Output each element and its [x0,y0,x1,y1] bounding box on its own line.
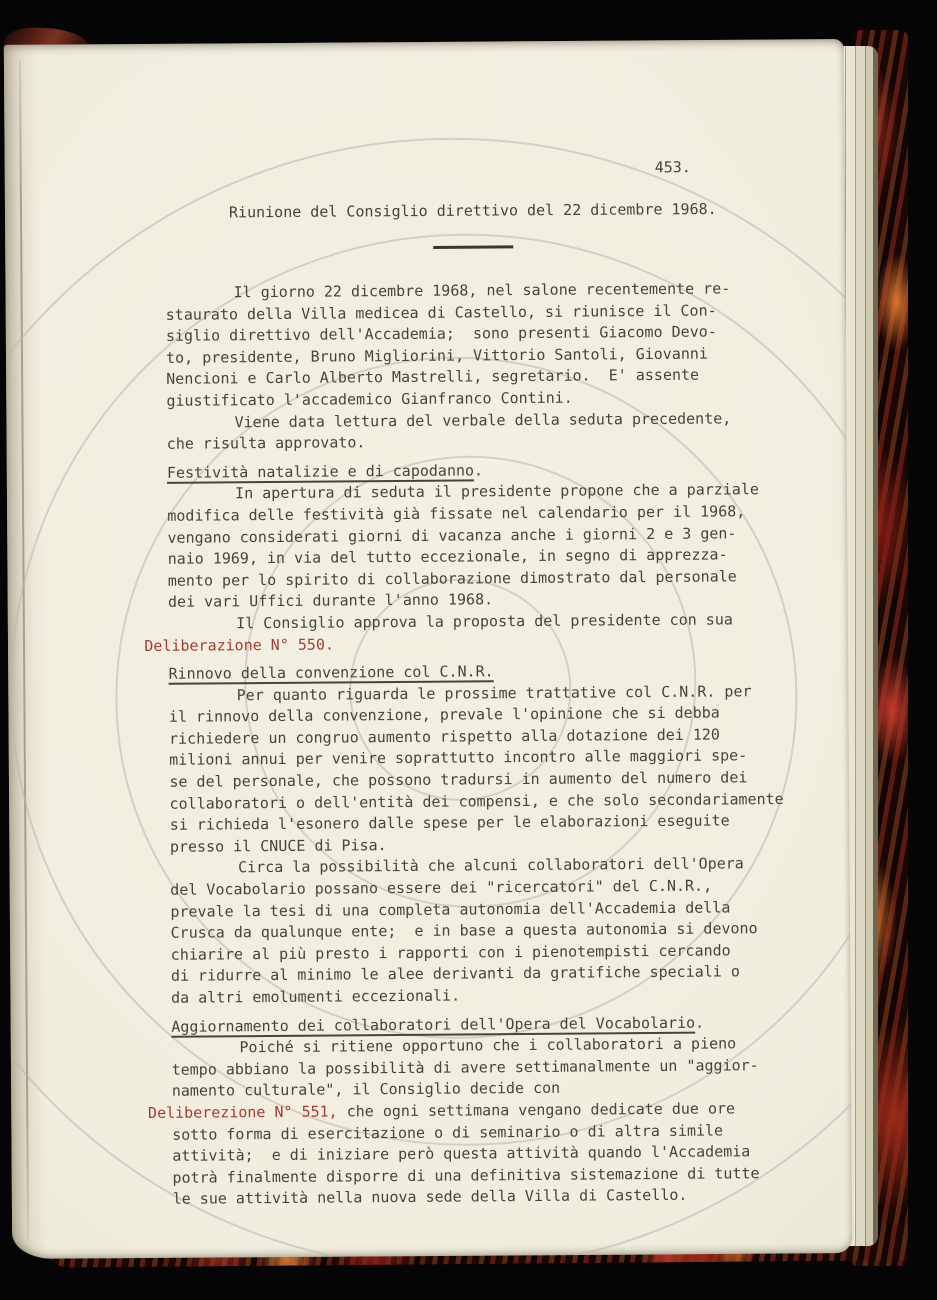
deliberation-551-label: Deliberezione N° 551, [147,1102,338,1122]
deliberation-550-label: Deliberazione N° 550. [144,635,335,655]
festivita-paragraph [167,479,828,614]
text-column [144,278,832,1211]
paragraph-line: Viene data lettura del verbale della seduta precedente, [234,408,732,431]
paragraph-line: naio 1969, in via del tutto eccezionale, in segno di apprezza- [167,545,728,568]
deliberation-551-text: che ogni settimana vengano dedicate due ore [337,1099,736,1121]
paragraph-line: tempo abbiano la possibilità di avere settimanalmente un "aggior- [171,1055,759,1079]
paragraph-line: potrà finalmente disporre di una definitiva sistemazione di tutte [172,1163,760,1187]
heading-text: Rinnovo della convenzione col C.N.R. [168,662,494,683]
paragraph-line: siglio direttivo dell'Accademia; sono presenti Giacomo Devo- [165,322,717,346]
paragraph-line: giustificato l'accademico Gianfranco Contini. [166,388,573,410]
paragraph-line: dei vari Uffici durante l'anno 1968. [167,590,494,612]
heading-period: . [473,461,484,480]
paragraph-line: si richieda l'esonero dalle spese per le elaborazioni eseguite [169,811,730,835]
paragraph-line: collaboratori o dell'entità dei compensi, e che solo secondariamente [169,789,784,813]
aggiornamento-paragraph-2 [172,1119,833,1211]
paragraph-line: prevale la tesi di una completa autonomia dell'Accademia della [170,898,731,921]
paragraph-line: del Vocabolario possano essere dei "ricercatori" del C.N.R., [170,876,713,899]
paragraph-line: modifica delle festività già fissate nel calendario per il 1968, [167,502,746,525]
book-page [4,39,852,1259]
aggiornamento-paragraph-1 [171,1033,831,1103]
paragraph-line: Poiché si ritiene opportuno che i collaboratori a pieno [239,1034,737,1057]
paragraph-line: Crusca da qualunque ente; e in base a questa autonomia si devono [170,919,758,943]
title-divider [433,245,513,248]
paragraph-line: namento culturale", il Consiglio decide con [171,1079,561,1101]
rinnovo-paragraph-2 [170,853,831,1009]
paragraph-line: il rinnovo della convenzione, prevale l'opinione che si debba [168,703,720,727]
paragraph-line: mento per lo spirito di collaborazione dimostrato dal personale [167,567,737,590]
paragraph-line: Il giorno 22 dicembre 1968, nel salone recentemente re- [233,279,731,302]
document-title: Riunione del Consiglio direttivo del 22 dicembre 1968. [228,199,717,222]
approval-line: Il Consiglio approva la proposta del presidente con sua [236,610,733,633]
paragraph-line: milioni annui per venire soprattutto incontro alle maggiori spe- [169,746,748,770]
paragraph-line: attività; e di iniziare però questa attività quando l'Accademia [172,1142,751,1165]
paragraph-line: le sue attività nella nuova sede della Villa di Castello. [172,1186,688,1209]
heading-text: Aggiornamento dei collaboratori dell'Opera del Vocabolario [171,1013,696,1036]
intro-paragraph [165,278,826,413]
paragraph-line: se del personale, che possono tradursi in aumento del numero dei [169,768,748,791]
heading-text: Festività natalizie e di capodanno [166,461,475,482]
rinnovo-paragraph-1 [169,680,830,858]
paragraph-line: di ridurre al minimo le alee derivanti da gratifiche speciali o [170,962,740,986]
paragraph-line: vengano considerati giorni di vacanza anche i giorni 2 e 3 gen- [167,523,737,547]
paragraph-line: In apertura di seduta il presidente propone che a parziale [235,480,759,503]
paragraph-line: da altri emolumenti eccezionali. [171,986,461,1007]
verbale-paragraph [167,407,827,455]
paragraph-line: presso il CNUCE di Pisa. [169,835,387,856]
page-number: 453. [654,158,691,177]
paragraph-line: sotto forma di esercitazione o di seminario o di altra simile [172,1121,724,1144]
paragraph-line: chiarire al più presto i rapporti con i pienotempisti cercando [170,941,731,964]
paragraph-line: Nencioni e Carlo Alberto Mastrelli, segretario. E' assente [166,366,700,389]
paragraph-line: richiedere un congruo aumento rispetto alla dotazione dei 120 [168,725,721,748]
heading-period: . [695,1013,705,1032]
paragraph-line: che risulta approvato. [166,433,366,453]
paragraph-line: to, presidente, Bruno Migliorini, Vittorio Santoli, Giovanni [166,344,708,367]
paragraph-line: Per quanto riguarda le prossime trattative col C.N.R. per [236,681,752,704]
paragraph-line: staurato della Villa medicea di Castello, si riunisce il Con- [165,301,717,324]
paragraph-line: Circa la possibilità che alcuni collaboratori dell'Opera [238,854,744,877]
